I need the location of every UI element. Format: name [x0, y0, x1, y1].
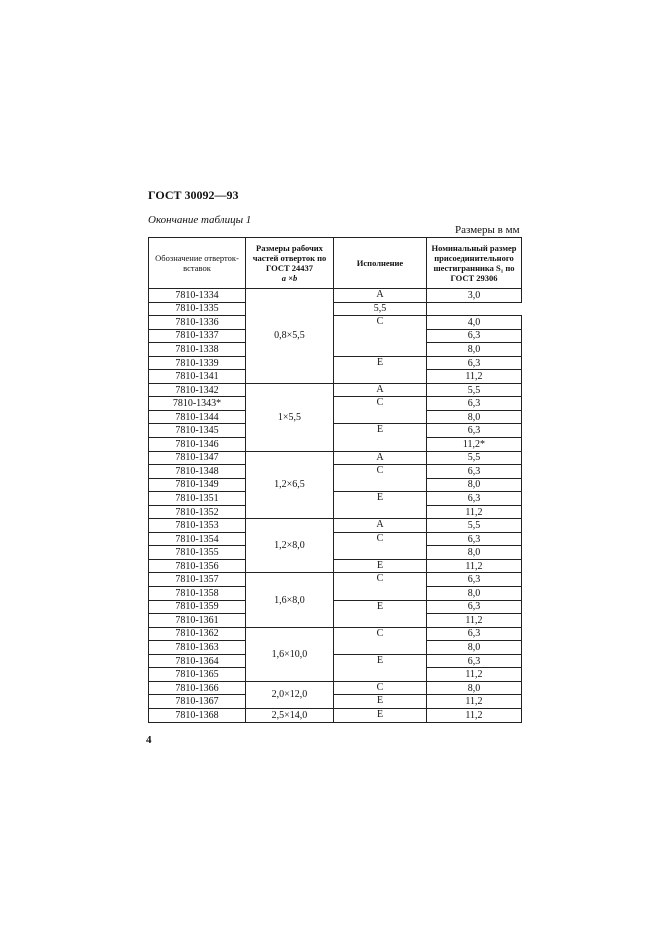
cell-hex-size: 8,0	[427, 546, 522, 560]
cell-hex-size: 6,3	[427, 329, 522, 343]
cell-designation: 7810-1338	[149, 343, 246, 357]
cell-hex-size: 8,0	[427, 478, 522, 492]
cell-hex-size: 8,0	[427, 641, 522, 655]
cell-designation: 7810-1348	[149, 465, 246, 479]
cell-designation: 7810-1341	[149, 370, 246, 384]
cell-designation: 7810-1335	[149, 302, 246, 316]
table-row	[149, 600, 522, 614]
table-row	[149, 356, 522, 370]
cell-hex-size: 11,2	[427, 708, 522, 722]
document-code: ГОСТ 30092—93	[148, 188, 239, 202]
cell-hex-size: 5,5	[427, 451, 522, 465]
cell-execution: A	[334, 383, 427, 397]
cell-hex-size: 11,2	[427, 505, 522, 519]
cell-hex-size: 3,0	[427, 289, 522, 303]
cell-hex-size: 6,3	[427, 532, 522, 546]
hex-header-line-3: шестигранника S₁ по	[433, 263, 515, 273]
cell-working-size: 1,2×6,5	[246, 451, 334, 519]
cell-designation: 7810-1337	[149, 329, 246, 343]
table-row	[149, 654, 522, 668]
table-row	[149, 573, 522, 587]
column-header-designation: Обозначение отверток-вставок	[149, 238, 246, 289]
cell-designation: 7810-1359	[149, 600, 246, 614]
cell-hex-size: 8,0	[427, 681, 522, 695]
cell-execution: C	[334, 681, 427, 695]
cell-execution: E	[334, 559, 427, 573]
cell-execution: E	[334, 356, 427, 383]
table-caption: Окончание таблицы 1	[148, 214, 252, 226]
column-header-hex-size	[427, 238, 522, 289]
size-header-line-1: Размеры рабочих	[256, 243, 323, 253]
cell-hex-size: 11,2*	[427, 438, 522, 452]
table-row	[149, 695, 522, 709]
table-row	[149, 383, 522, 397]
cell-hex-size: 5,5	[427, 519, 522, 533]
cell-execution: E	[334, 708, 427, 722]
cell-working-size: 1,2×8,0	[246, 519, 334, 573]
cell-execution: E	[334, 424, 427, 451]
units-note: Размеры в мм	[455, 224, 520, 236]
cell-designation: 7810-1358	[149, 587, 246, 601]
cell-designation: 7810-1344	[149, 410, 246, 424]
cell-designation: 7810-1367	[149, 695, 246, 709]
cell-execution: E	[334, 492, 427, 519]
cell-working-size: 2,5×14,0	[246, 708, 334, 722]
cell-designation: 7810-1361	[149, 614, 246, 628]
cell-hex-size: 5,5	[334, 302, 427, 316]
cell-working-size: 1×5,5	[246, 383, 334, 451]
cell-designation: 7810-1334	[149, 289, 246, 303]
cell-designation: 7810-1347	[149, 451, 246, 465]
size-header-line-4: a ×b	[281, 273, 298, 283]
cell-designation: 7810-1354	[149, 532, 246, 546]
cell-designation: 7810-1356	[149, 559, 246, 573]
size-header-line-3: ГОСТ 24437	[265, 263, 314, 273]
cell-designation: 7810-1364	[149, 654, 246, 668]
table-row	[149, 316, 522, 330]
hex-header-line-4: ГОСТ 29306	[450, 273, 498, 283]
cell-hex-size: 8,0	[427, 410, 522, 424]
cell-execution: E	[334, 600, 427, 627]
cell-execution: C	[334, 532, 427, 559]
cell-working-size: 1,6×8,0	[246, 573, 334, 627]
cell-execution: E	[334, 654, 427, 681]
cell-execution: A	[334, 289, 427, 303]
cell-designation: 7810-1357	[149, 573, 246, 587]
cell-designation: 7810-1365	[149, 668, 246, 682]
page-number: 4	[146, 734, 152, 746]
cell-hex-size: 6,3	[427, 424, 522, 438]
table-row	[149, 451, 522, 465]
cell-designation: 7810-1351	[149, 492, 246, 506]
cell-hex-size: 6,3	[427, 356, 522, 370]
table-row	[149, 532, 522, 546]
table-row	[149, 424, 522, 438]
cell-execution: E	[334, 695, 427, 709]
cell-hex-size: 5,5	[427, 383, 522, 397]
column-header-size	[246, 238, 334, 289]
cell-designation: 7810-1363	[149, 641, 246, 655]
cell-hex-size: 8,0	[427, 587, 522, 601]
cell-hex-size: 11,2	[427, 614, 522, 628]
cell-hex-size: 6,3	[427, 465, 522, 479]
table-row	[149, 465, 522, 479]
cell-designation: 7810-1346	[149, 438, 246, 452]
cell-hex-size: 4,0	[427, 316, 522, 330]
cell-hex-size: 6,3	[427, 573, 522, 587]
cell-execution: C	[334, 397, 427, 424]
cell-hex-size: 6,3	[427, 492, 522, 506]
table-row	[149, 627, 522, 641]
cell-designation: 7810-1343*	[149, 397, 246, 411]
cell-hex-size: 6,3	[427, 397, 522, 411]
cell-hex-size: 11,2	[427, 695, 522, 709]
cell-hex-size: 6,3	[427, 627, 522, 641]
cell-designation: 7810-1355	[149, 546, 246, 560]
cell-designation: 7810-1352	[149, 505, 246, 519]
cell-execution: C	[334, 627, 427, 654]
cell-designation: 7810-1366	[149, 681, 246, 695]
table-body	[149, 289, 522, 723]
table-row	[149, 681, 522, 695]
table-row	[149, 708, 522, 722]
hex-header-line-1: Номинальный размер	[431, 243, 517, 253]
cell-hex-size: 8,0	[427, 343, 522, 357]
cell-hex-size: 6,3	[427, 654, 522, 668]
table-row	[149, 519, 522, 533]
cell-working-size: 0,8×5,5	[246, 289, 334, 384]
cell-hex-size: 11,2	[427, 668, 522, 682]
table-row	[149, 397, 522, 411]
table-row	[149, 289, 522, 303]
cell-hex-size: 11,2	[427, 370, 522, 384]
cell-execution: C	[334, 573, 427, 600]
dimensions-table	[148, 237, 522, 723]
table-row	[149, 302, 522, 316]
table-row	[149, 492, 522, 506]
hex-header-line-2: присоединительного	[434, 253, 514, 263]
cell-execution: A	[334, 519, 427, 533]
cell-designation: 7810-1345	[149, 424, 246, 438]
cell-designation: 7810-1349	[149, 478, 246, 492]
table-header-row	[149, 238, 522, 289]
size-header-line-2: частей отверток по	[252, 253, 327, 263]
cell-execution: C	[334, 316, 427, 357]
cell-hex-size: 11,2	[427, 559, 522, 573]
cell-working-size: 2,0×12,0	[246, 681, 334, 708]
table-row	[149, 559, 522, 573]
cell-designation: 7810-1362	[149, 627, 246, 641]
cell-execution: A	[334, 451, 427, 465]
column-header-execution: Исполнение	[334, 238, 427, 289]
cell-execution: C	[334, 465, 427, 492]
cell-working-size: 1,6×10,0	[246, 627, 334, 681]
cell-designation: 7810-1336	[149, 316, 246, 330]
cell-designation: 7810-1339	[149, 356, 246, 370]
cell-designation: 7810-1342	[149, 383, 246, 397]
cell-hex-size: 6,3	[427, 600, 522, 614]
cell-designation: 7810-1368	[149, 708, 246, 722]
cell-designation: 7810-1353	[149, 519, 246, 533]
